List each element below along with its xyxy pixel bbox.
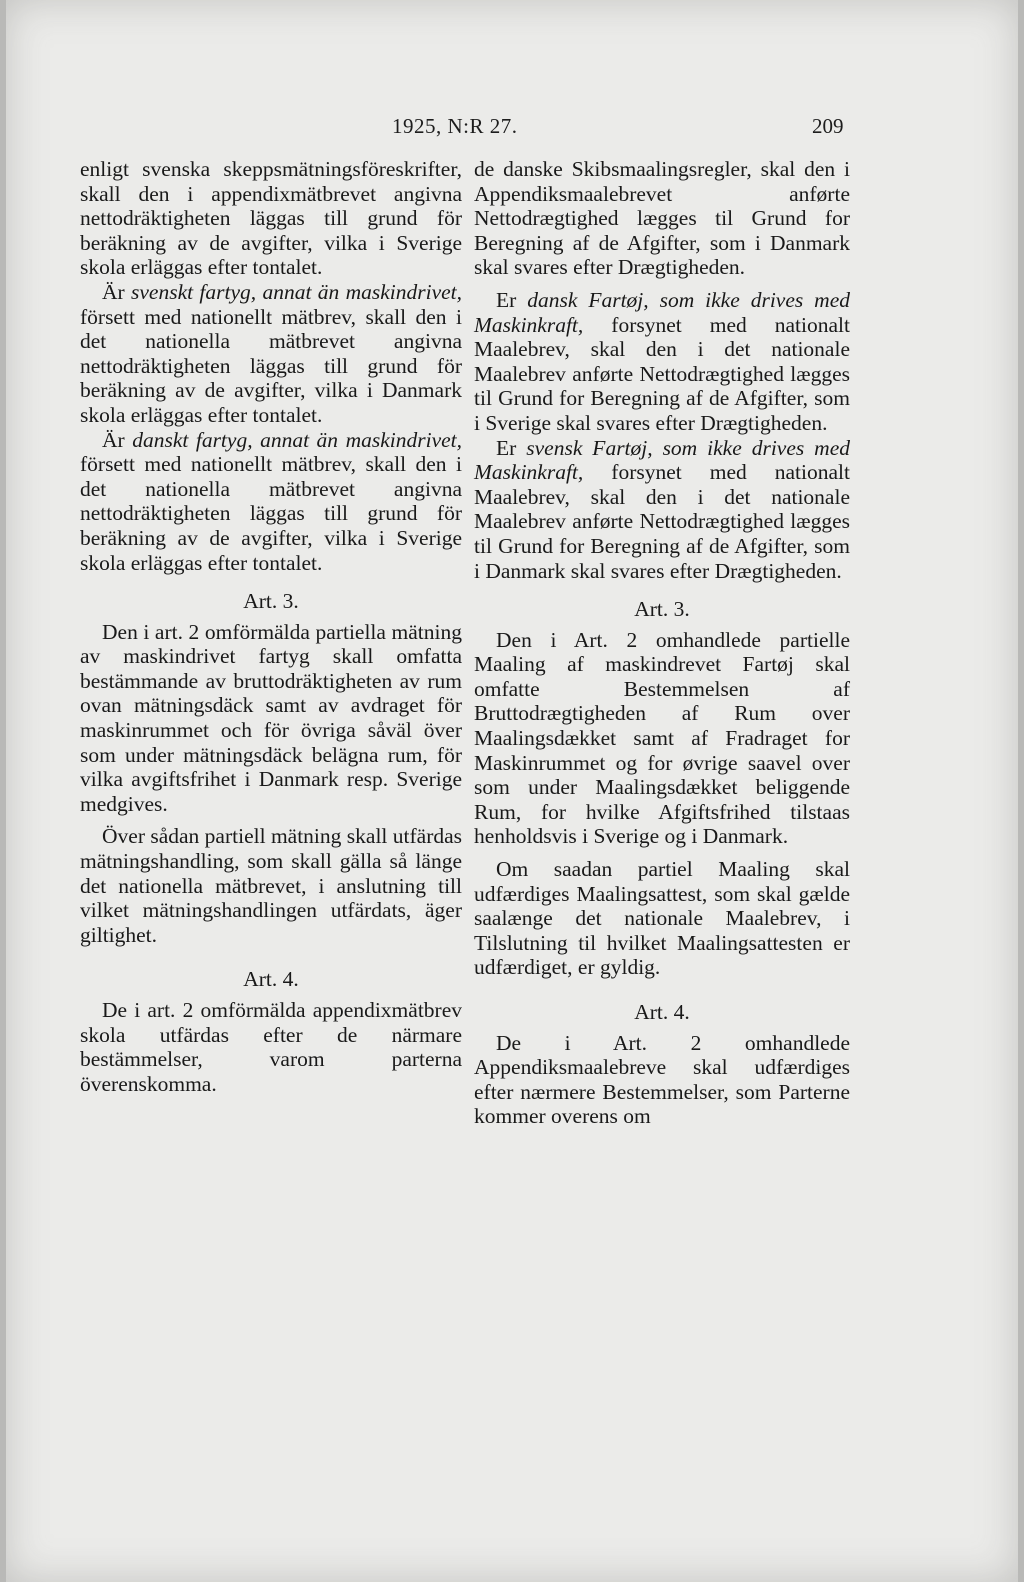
- danish-column: [474, 157, 850, 1129]
- danish-p3-rest: forsynet med nationalt Maalebrev, skal den i det nationale Maalebrev anførte Nettodrægtighed lægges til Grund for Beregning af de Afgifter, som i Danmark skal svares efter Drægtigheden.: [474, 460, 850, 583]
- swedish-column: [80, 157, 462, 1096]
- page: [6, 0, 1018, 1582]
- danish-p2-prefix: Er: [496, 287, 528, 312]
- swedish-p3-prefix: Är: [102, 427, 133, 452]
- swedish-paragraph-1: enligt svenska skeppsmätningsföreskrifter, skall den i appendixmätbrevet angivna nettodräktigheten läggas till grund för beräkning av de avgifter, vilka i Sverige skola erläggas efter tontalet.: [80, 157, 462, 280]
- danish-art4-heading: Art. 4.: [634, 1000, 690, 1024]
- danish-p3-italic: svensk Fartøj, som ikke drives med Maskinkraft,: [474, 435, 851, 485]
- danish-art3-paragraph-1: Den i Art. 2 omhandlede partielle Maaling af maskindrevet Fartøj skal omfatte Bestemmelsen af Bruttodrægtigheden af Rum over Maalingsdækket samt af Fradraget for Maskinrummet og for øvrige saavel over som under Maalingsdækket beliggende Rum, for hvilke Afgiftsfrihed tilstaas henholdsvis i Sverige og i Danmark.: [474, 627, 850, 849]
- swedish-p2-italic: svenskt fartyg, annat än maskindrivet,: [131, 279, 463, 304]
- swedish-paragraph-2: [80, 280, 462, 428]
- danish-art3-paragraph-2: Om saadan partiel Maaling skal udfærdiges Maalingsattest, som skal gælde saalænge det nationale Maalebrev, i Tilslutning til hvilket Maalingsattesten er udfærdiget, er gyldig.: [474, 857, 850, 980]
- page-header: [6, 114, 1018, 144]
- swedish-p2-rest: försett med nationellt mätbrev, skall den i det nationella mätbrevet angivna nettodräktigheten läggas till grund för beräkning av de avgifter, vilka i Danmark skola erläggas efter tontalet.: [80, 304, 462, 427]
- danish-paragraph-1: de danske Skibsmaalingsregler, skal den i Appendiksmaalebrevet anførte Nettodrægtighed lægges til Grund for Beregning af de Afgifter, som i Danmark skal svares efter Drægtigheden.: [474, 157, 850, 280]
- danish-p3-prefix: Er: [496, 435, 527, 460]
- danish-art4-paragraph-1: De i Art. 2 omhandlede Appendiksmaalebreve skal udfærdiges efter nærmere Bestemmelser, som Parterne kommer overens om: [474, 1030, 850, 1129]
- swedish-art4-heading: Art. 4.: [243, 967, 299, 992]
- swedish-art3-paragraph-2: Över sådan partiell mätning skall utfärdas mätningshandling, som skall gälla så länge det nationella mätbrevet, i anslutning till vilket mätningshandlingen utfärdats, äger giltighet.: [80, 824, 463, 947]
- swedish-p3-rest: försett med nationellt mätbrev, skall den i det nationella mätbrevet angivna nettodräktigheten läggas till grund för beräkning av de avgifter, vilka i Sverige skola erläggas efter tontalet.: [80, 452, 462, 575]
- danish-paragraph-2: [474, 288, 850, 436]
- danish-art3-heading: Art. 3.: [634, 597, 690, 622]
- swedish-paragraph-3: [80, 428, 462, 576]
- danish-p2-rest: forsynet med nationalt Maalebrev, skal den i det nationale Maalebrev anførte Nettodrægtighed lægges til Grund for Beregning af de Afgifter, som i Sverige skal svares efter Drægtigheden.: [474, 312, 850, 435]
- running-head: 1925, N:R 27.: [392, 114, 518, 138]
- swedish-art3-paragraph-1: Den i art. 2 omförmälda partiella mätning av maskindrivet fartyg skall omfatta bestämmande av bruttodräktigheten av rum ovan mätningsdäck samt av avdraget för maskinrummet och för övriga såväl över som under mätningsdäck belägna rum, för vilka avgiftsfrihet i Danmark resp. Sverige medgives.: [80, 619, 462, 816]
- swedish-art3-heading: Art. 3.: [243, 589, 299, 614]
- danish-paragraph-3: [474, 436, 850, 584]
- danish-p2-italic: dansk Fartøj, som ikke drives med Maskinkraft,: [474, 287, 850, 337]
- swedish-p2-prefix: Är: [102, 279, 132, 304]
- swedish-art4-paragraph-1: De i art. 2 omförmälda appendixmätbrev skola utfärdas efter de närmare bestämmelser, varom parterna överenskomma.: [80, 998, 462, 1096]
- swedish-p3-italic: danskt fartyg, annat än maskindrivet,: [132, 427, 462, 452]
- page-number: 209: [812, 114, 844, 138]
